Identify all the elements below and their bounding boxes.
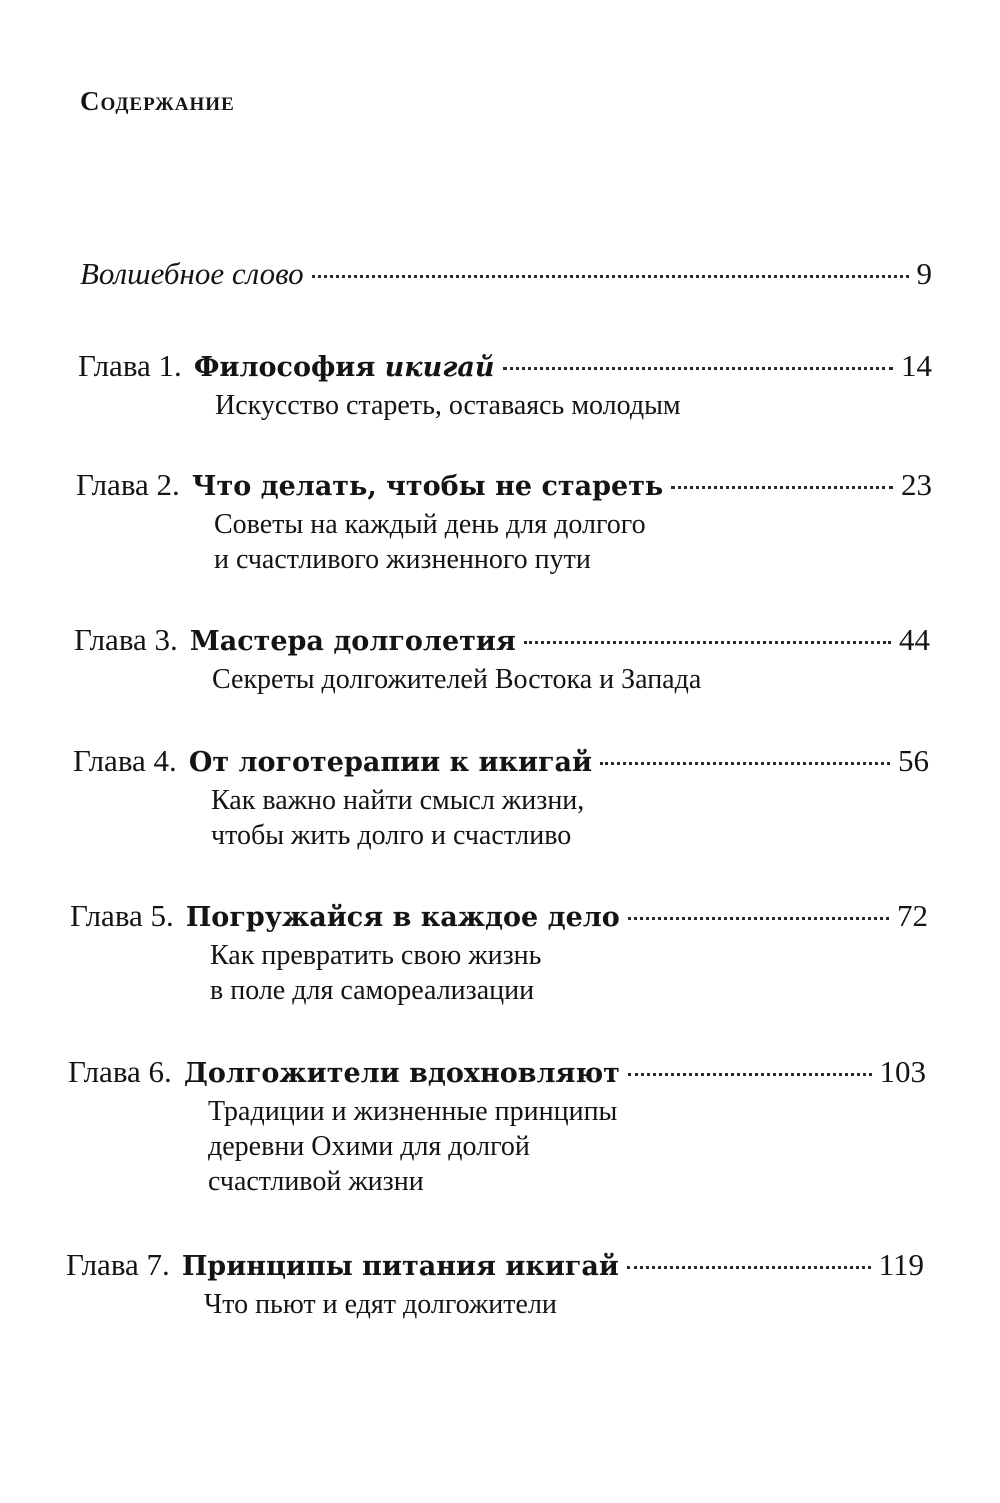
chapter-title: Мастера долголетия [189, 626, 516, 657]
toc-entry-chapter-5[interactable] [70, 898, 928, 1008]
dot-leader [503, 347, 893, 370]
chapter-subtitle-line: Традиции и жизненные принципы [208, 1096, 618, 1127]
page-number: 103 [879, 1054, 926, 1089]
dot-leader [524, 621, 891, 644]
toc-entry-chapter-3[interactable] [74, 622, 930, 697]
page-number: 72 [897, 898, 928, 933]
toc-entry-line [78, 348, 932, 386]
chapter-subtitle-line: счастливой жизни [208, 1166, 424, 1197]
chapter-subtitle [212, 662, 930, 697]
toc-entry-line [74, 622, 930, 660]
chapter-title-text: Философия [193, 352, 385, 383]
chapter-title: Принципы питания икигай [181, 1251, 619, 1282]
page-number: 44 [899, 622, 930, 657]
chapter-title: От логотерапии к икигай [188, 747, 593, 778]
chapter-subtitle-line: деревни Охими для долгой [208, 1131, 530, 1162]
page-title: Содержание [80, 86, 235, 116]
chapter-label: Глава 5. [70, 898, 174, 933]
chapter-title [194, 350, 495, 386]
page-number: 14 [901, 348, 932, 383]
chapter-subtitle-line: Советы на каждый день для долгого [214, 509, 646, 540]
toc-entry-chapter-2[interactable] [76, 467, 932, 577]
chapter-subtitle [210, 938, 928, 1008]
toc-entry-chapter-1[interactable] [78, 348, 932, 423]
page-number: 23 [901, 467, 932, 502]
chapter-subtitle [215, 388, 932, 423]
chapter-subtitle-line: Как превратить свою жизнь [210, 940, 542, 971]
chapter-title: Долгожители вдохновляют [183, 1058, 620, 1089]
chapter-label: Глава 7. [66, 1247, 170, 1282]
toc-entry-chapter-6[interactable] [68, 1054, 926, 1199]
page-number: 9 [916, 256, 932, 291]
toc-entry-chapter-7[interactable] [66, 1247, 924, 1322]
toc-entry-line [76, 467, 932, 505]
toc-entry-line [73, 743, 929, 781]
chapter-label: Глава 2. [76, 467, 180, 502]
toc-entry-chapter-4[interactable] [73, 743, 929, 853]
page-number: 119 [878, 1247, 924, 1282]
chapter-label: Глава 3. [74, 622, 178, 657]
toc-entry-line [66, 1247, 924, 1285]
chapter-title: Погружайся в каждое дело [185, 902, 620, 933]
toc-entry-intro[interactable] [80, 256, 932, 292]
chapter-subtitle-line: Что пьют и едят долгожители [204, 1289, 557, 1320]
chapter-subtitle-line: Секреты долгожителей Востока и Запада [212, 664, 702, 695]
chapter-subtitle [214, 507, 932, 577]
dot-leader [628, 1053, 872, 1076]
page-number: 56 [898, 743, 929, 778]
chapter-subtitle-line: чтобы жить долго и счастливо [211, 820, 572, 851]
dot-leader [312, 255, 909, 278]
dot-leader [600, 742, 890, 765]
chapter-subtitle [204, 1287, 924, 1322]
chapter-title-italic: икигай [384, 352, 495, 383]
toc-entry-line [70, 898, 928, 936]
chapter-subtitle-line: Как важно найти смысл жизни, [211, 785, 585, 816]
dot-leader [627, 1246, 871, 1269]
chapter-subtitle-line: Искусство стареть, оставаясь молодым [215, 390, 681, 421]
chapter-label: Глава 1. [78, 348, 182, 383]
chapter-subtitle [208, 1094, 926, 1199]
toc-entry-line [68, 1054, 926, 1092]
dot-leader [671, 466, 893, 489]
chapter-subtitle-line: в поле для самореализации [210, 975, 535, 1006]
toc-entry-line [80, 256, 932, 292]
intro-title: Волшебное слово [80, 256, 304, 291]
chapter-label: Глава 6. [68, 1054, 172, 1089]
chapter-subtitle [211, 783, 929, 853]
dot-leader [628, 897, 889, 920]
chapter-label: Глава 4. [73, 743, 177, 778]
chapter-title: Что делать, чтобы не стареть [191, 471, 664, 502]
chapter-subtitle-line: и счастливого жизненного пути [214, 544, 591, 575]
